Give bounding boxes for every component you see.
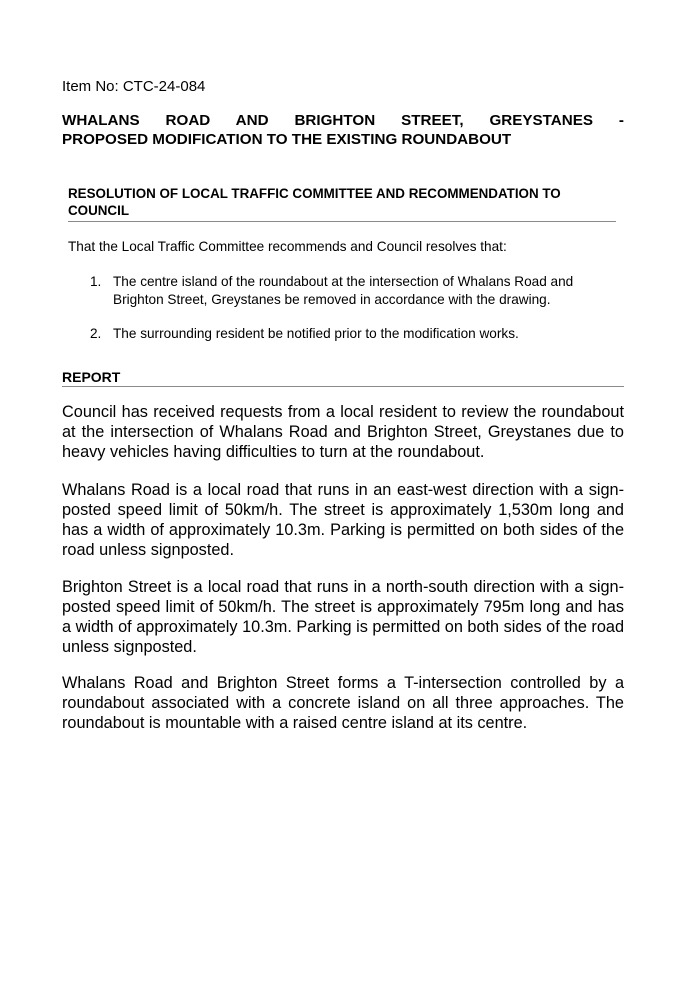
report-heading: REPORT xyxy=(62,369,121,385)
list-item-text: The surrounding resident be notified prior to the modification works. xyxy=(113,326,519,341)
report-paragraph: Whalans Road is a local road that runs in an east-west direction with a sign-posted speed limit of 50km/h. The street is approximately 1,530m long and has a width of approximately 10.3m. Parking is permitted on both sides of the road unless signposted. xyxy=(62,481,624,559)
list-item-text: The centre island of the roundabout at the intersection of Whalans Road and Brighton Street, Greystanes be removed in accordance with the drawing. xyxy=(113,274,574,307)
report-paragraph: Whalans Road and Brighton Street forms a T-intersection controlled by a roundabout associated with a concrete island on all three approaches. The roundabout is mountable with a raised centre island at its centre. xyxy=(62,674,624,732)
report-paragraph: Council has received requests from a local resident to review the roundabout at the intersection of Whalans Road and Brighton Street, Greystanes due to heavy vehicles having difficulties to turn at the roundabout. xyxy=(62,403,624,461)
resolution-list-item xyxy=(90,273,620,308)
resolution-list-item xyxy=(90,325,620,343)
page-title xyxy=(62,111,624,149)
page-title-line-2: PROPOSED MODIFICATION TO THE EXISTING ROUNDABOUT xyxy=(62,131,512,148)
item-number: Item No: CTC-24-084 xyxy=(62,78,206,95)
report-divider xyxy=(62,386,624,387)
list-item-number: 1. xyxy=(90,274,102,289)
page-title-line-1: WHALANS ROAD AND BRIGHTON STREET, GREYSTANES - xyxy=(62,112,624,129)
resolution-divider xyxy=(68,221,616,222)
resolution-intro: That the Local Traffic Committee recommends and Council resolves that: xyxy=(68,239,507,254)
resolution-heading: RESOLUTION OF LOCAL TRAFFIC COMMITTEE AND RECOMMENDATION TO COUNCIL xyxy=(68,186,561,218)
list-item-number: 2. xyxy=(90,326,102,341)
report-paragraph: Brighton Street is a local road that runs in a north-south direction with a sign-posted speed limit of 50km/h. The street is approximately 795m long and has a width of approximately 10.3m. Parking is permitted on both sides of the road unless signposted. xyxy=(62,578,625,656)
